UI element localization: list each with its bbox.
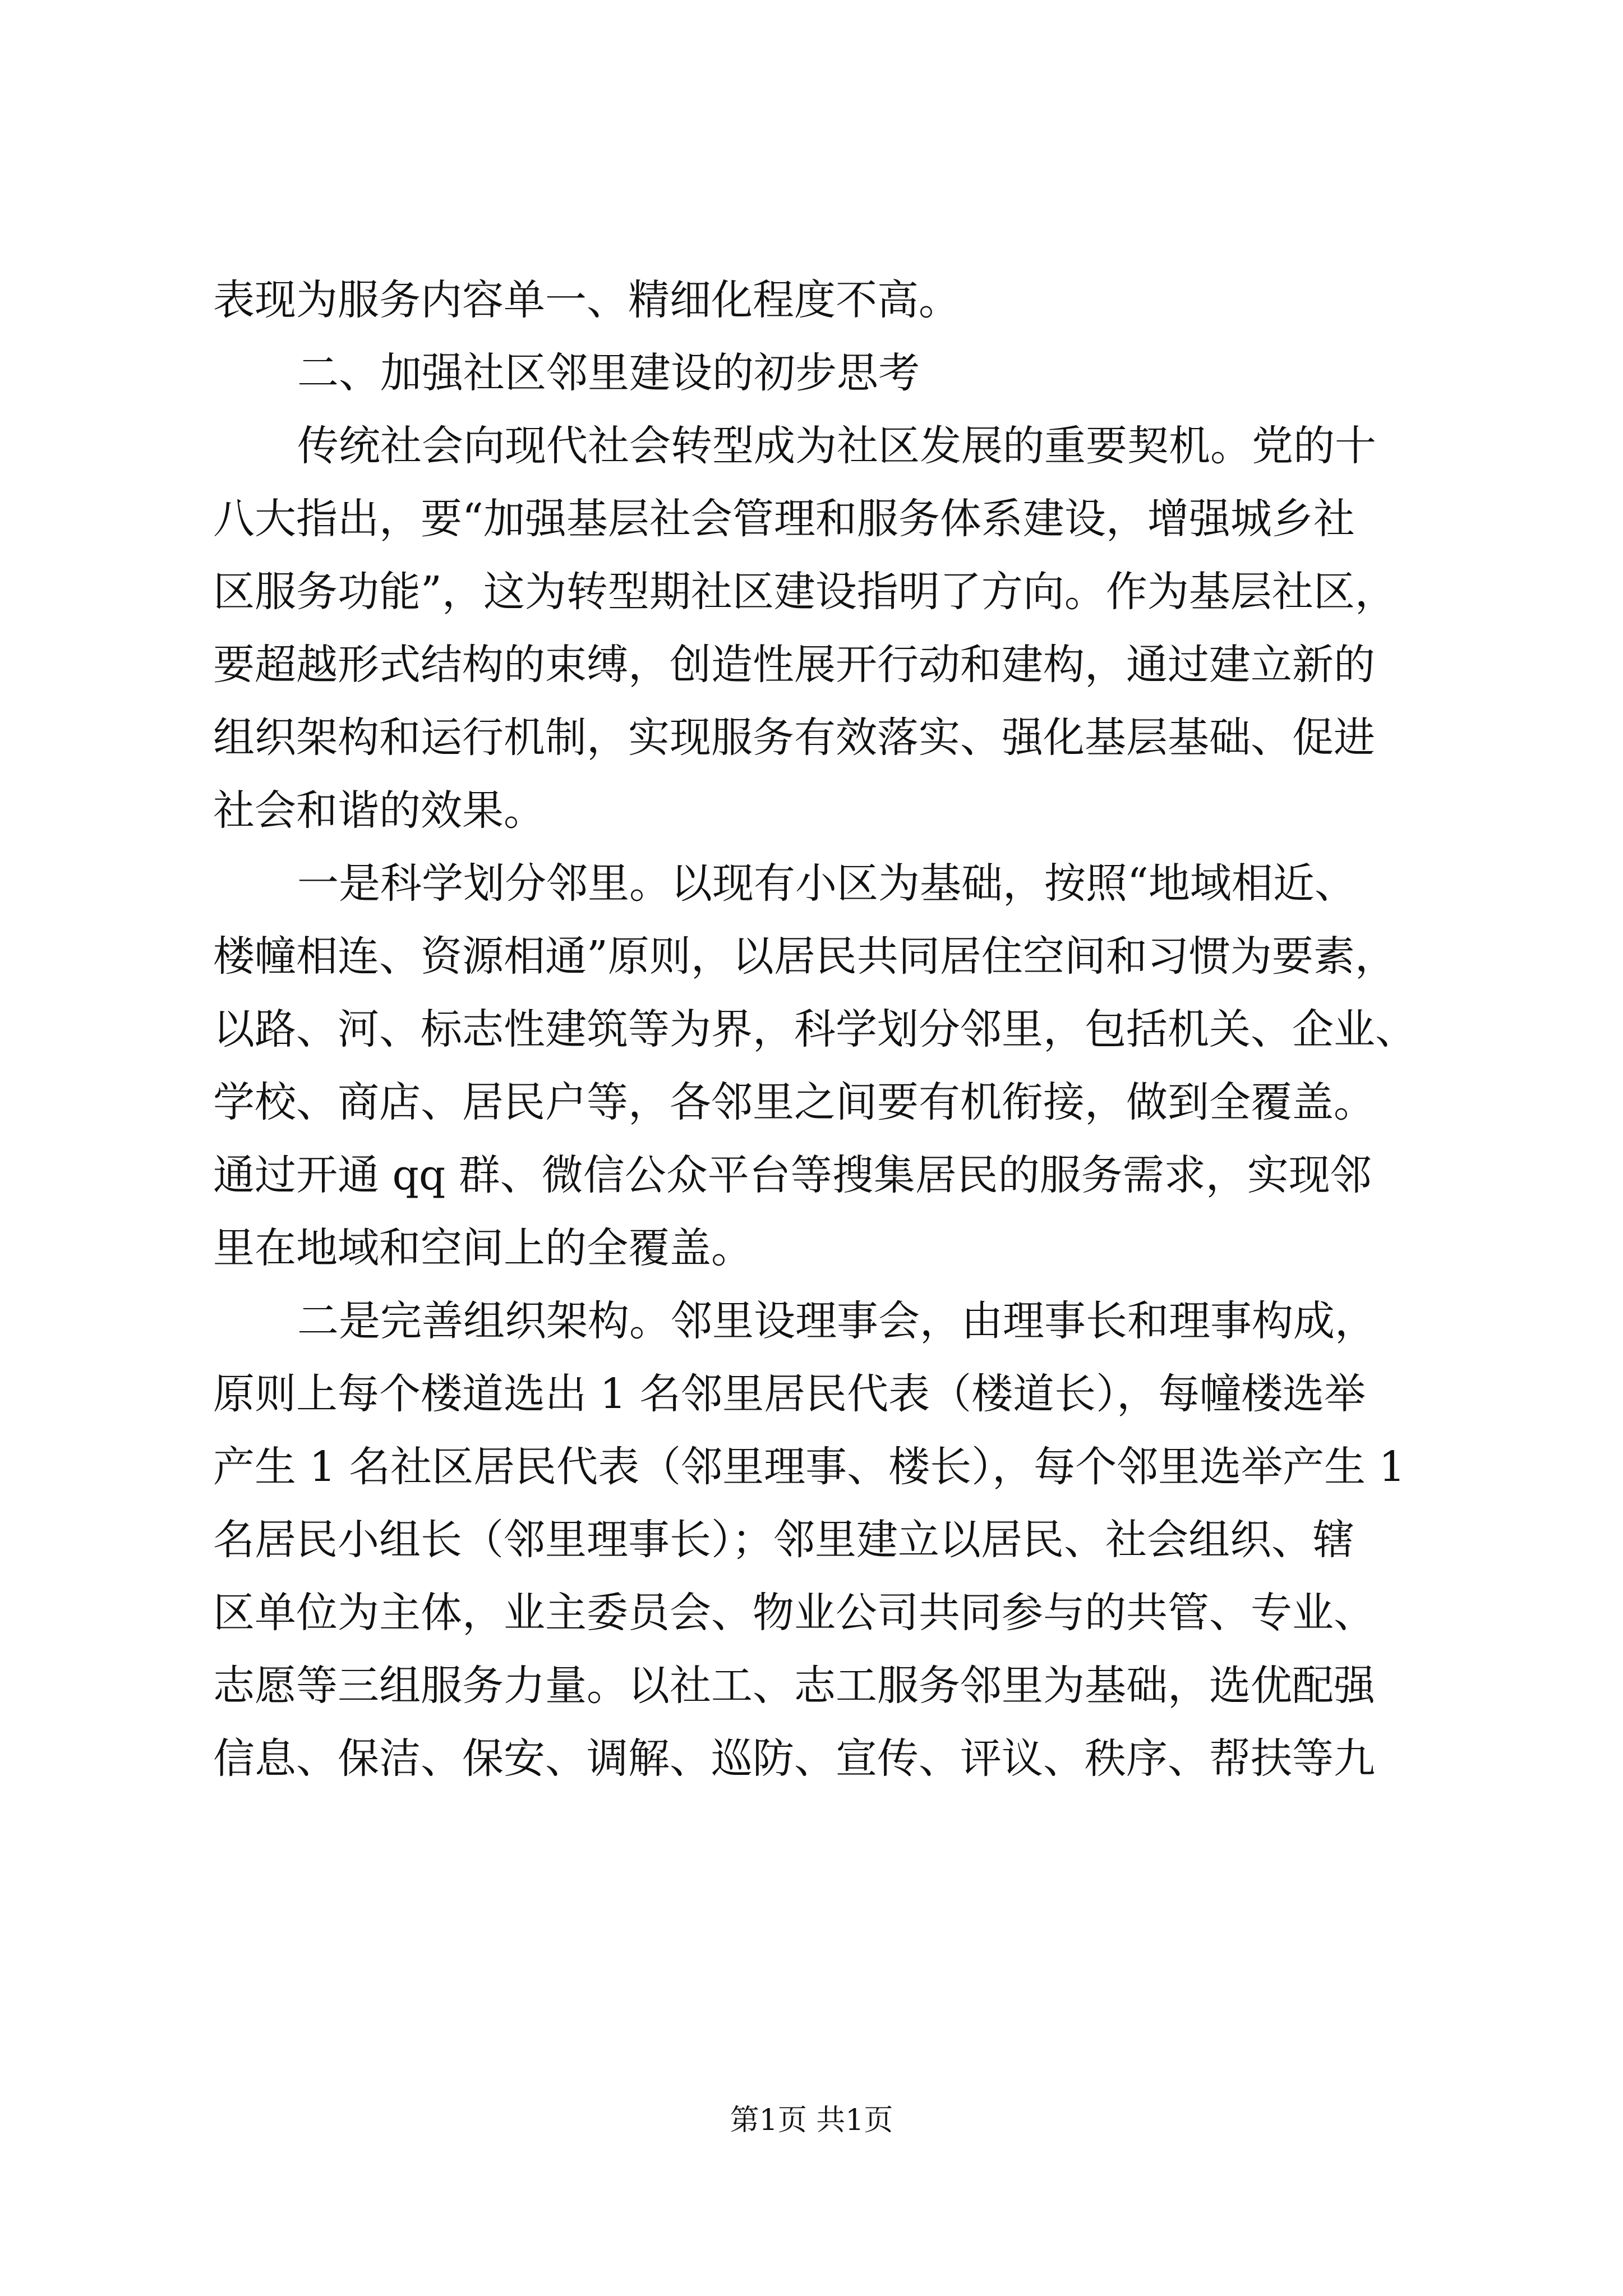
text-line: 八大指出，要“加强基层社会管理和服务体系建设，增强城乡社	[213, 495, 1355, 543]
text-line: 区单位为主体，业主委员会、物业公司共同参与的共管、专业、	[213, 1589, 1375, 1637]
page-footer: 第1页 共1页	[730, 2104, 893, 2137]
text-line: 以路、河、标志性建筑等为界，科学划分邻里，包括机关、企业、	[213, 1005, 1417, 1053]
text-line: 社会和谐的效果。	[213, 786, 545, 835]
text-line: 要超越形式结构的束缚，创造性展开行动和建构，通过建立新的	[213, 641, 1375, 689]
text-line: 表现为服务内容单一、精细化程度不高。	[213, 276, 960, 324]
text-line: 区服务功能”，这为转型期社区建设指明了方向。作为基层社区，	[213, 568, 1396, 616]
text-line: 名居民小组长（邻里理事长）；邻里建立以居民、社会组织、辖	[213, 1516, 1354, 1564]
text-line: 组织架构和运行机制，实现服务有效落实、强化基层基础、促进	[213, 714, 1375, 762]
section-heading: 二、加强社区邻里建设的初步思考	[297, 349, 920, 397]
text-line: 传统社会向现代社会转型成为社区发展的重要契机。党的十	[297, 422, 1376, 470]
text-line: 原则上每个楼道选出 1 名邻里居民代表（楼道长），每幢楼选举	[213, 1370, 1366, 1418]
text-line: 通过开通 qq 群、微信公众平台等搜集居民的服务需求，实现邻	[213, 1151, 1372, 1199]
text-line: 一是科学划分邻里。以现有小区为基础，按照“地域相近、	[297, 859, 1356, 908]
text-line: 里在地域和空间上的全覆盖。	[213, 1224, 753, 1272]
text-line: 产生 1 名社区居民代表（邻里理事、楼长），每个邻里选举产生 1	[213, 1443, 1405, 1491]
text-line: 信息、保洁、保安、调解、巡防、宣传、评议、秩序、帮扶等九	[213, 1734, 1375, 1783]
text-line: 志愿等三组服务力量。以社工、志工服务邻里为基础，选优配强	[213, 1662, 1375, 1710]
text-line: 二是完善组织架构。邻里设理事会，由理事长和理事构成，	[297, 1297, 1376, 1345]
text-line: 楼幢相连、资源相通”原则，以居民共同居住空间和习惯为要素，	[213, 932, 1396, 981]
text-line: 学校、商店、居民户等，各邻里之间要有机衔接，做到全覆盖。	[213, 1078, 1375, 1126]
